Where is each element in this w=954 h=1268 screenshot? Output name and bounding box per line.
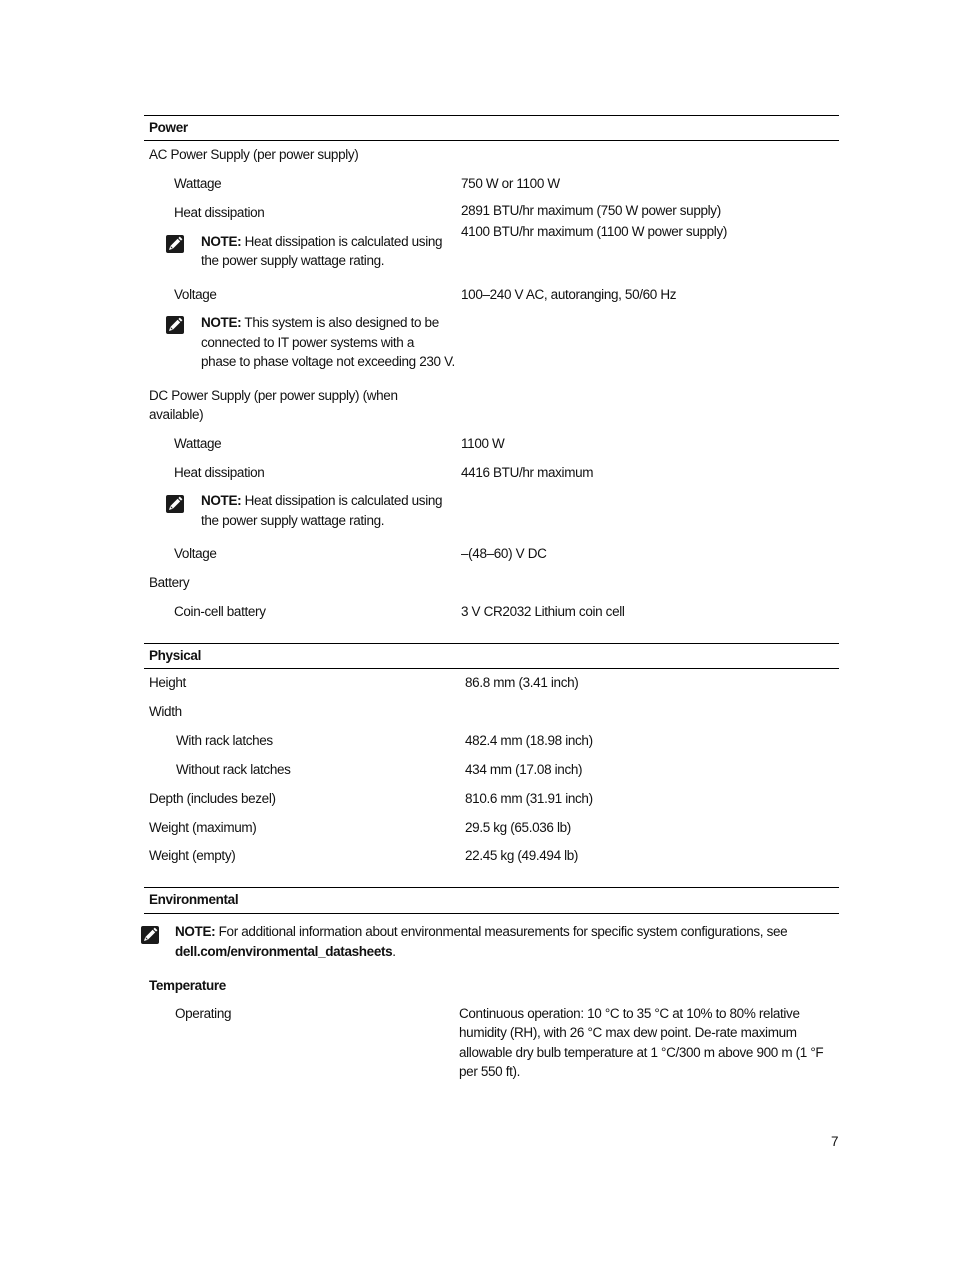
coin-cell-value: 3 V CR2032 Lithium coin cell [461, 604, 625, 619]
without-rack-latches-value: 434 mm (17.08 inch) [465, 762, 583, 777]
ac-heat-note-line-2: the power supply wattage rating. [201, 253, 385, 268]
dc-power-supply-label-2: available) [149, 407, 204, 422]
operating-value-line-4: per 550 ft). [459, 1064, 521, 1079]
ac-wattage-value: 750 W or 1100 W [461, 176, 560, 191]
depth-value: 810.6 mm (31.91 inch) [465, 791, 593, 806]
temperature-title: Temperature [149, 978, 226, 993]
dc-voltage-label: Voltage [174, 546, 217, 561]
dc-wattage-label: Wattage [174, 436, 222, 451]
note-text: For additional information about environmental measurements for specific system configurations, see [218, 924, 788, 939]
pencil-note-icon [165, 234, 185, 254]
note-text: Heat dissipation is calculated using [244, 234, 443, 249]
without-rack-latches-label: Without rack latches [176, 762, 291, 777]
ac-voltage-note-line-2: connected to IT power systems with a [201, 335, 415, 350]
dc-heat-note-line-1 [201, 491, 442, 511]
note-end: . [392, 944, 396, 959]
operating-value-line-1: Continuous operation: 10 °C to 35 °C at 10% to 80% relative [459, 1006, 800, 1021]
environmental-note-line-2 [175, 942, 396, 962]
environmental-top-rule [144, 887, 839, 888]
note-prefix: NOTE: [175, 924, 216, 939]
page-number: 7 [831, 1134, 839, 1149]
power-top-rule [144, 115, 839, 116]
width-label: Width [149, 704, 182, 719]
ac-voltage-note-line-3: phase to phase voltage not exceeding 230 V. [201, 354, 455, 369]
power-header-rule [144, 140, 839, 141]
ac-power-supply-label: AC Power Supply (per power supply) [149, 147, 359, 162]
pencil-note-icon [165, 494, 185, 514]
operating-value-line-2: humidity (RH), with 26 °C max dew point. De-rate maximum [459, 1025, 797, 1040]
environmental-datasheets-link[interactable]: dell.com/environmental_datasheets [175, 944, 393, 959]
battery-label: Battery [149, 575, 190, 590]
ac-heat-note-line-1 [201, 232, 442, 252]
weight-empty-label: Weight (empty) [149, 848, 236, 863]
dc-power-supply-label-1: DC Power Supply (per power supply) (when [149, 388, 398, 403]
operating-label: Operating [175, 1006, 232, 1021]
height-value: 86.8 mm (3.41 inch) [465, 675, 579, 690]
physical-header-rule [144, 668, 839, 669]
physical-section-title: Physical [149, 648, 201, 663]
ac-heat-label: Heat dissipation [174, 205, 265, 220]
with-rack-latches-value: 482.4 mm (18.98 inch) [465, 733, 593, 748]
ac-voltage-note-line-1 [201, 313, 439, 333]
with-rack-latches-label: With rack latches [176, 733, 273, 748]
weight-empty-value: 22.45 kg (49.494 lb) [465, 848, 579, 863]
note-text: This system is also designed to be [244, 315, 439, 330]
note-prefix: NOTE: [201, 234, 242, 249]
environmental-section-title: Environmental [149, 892, 239, 907]
physical-top-rule [144, 643, 839, 644]
environmental-header-rule [144, 913, 839, 914]
dc-voltage-value: –(48–60) V DC [461, 546, 547, 561]
note-text: Heat dissipation is calculated using [244, 493, 443, 508]
note-prefix: NOTE: [201, 315, 242, 330]
pencil-note-icon [165, 315, 185, 335]
dc-heat-note-line-2: the power supply wattage rating. [201, 513, 385, 528]
depth-label: Depth (includes bezel) [149, 791, 276, 806]
dc-heat-label: Heat dissipation [174, 465, 265, 480]
ac-heat-value-2: 4100 BTU/hr maximum (1100 W power supply) [461, 224, 727, 239]
note-prefix: NOTE: [201, 493, 242, 508]
dc-heat-value: 4416 BTU/hr maximum [461, 465, 594, 480]
height-label: Height [149, 675, 186, 690]
ac-voltage-value: 100–240 V AC, autoranging, 50/60 Hz [461, 287, 677, 302]
ac-wattage-label: Wattage [174, 176, 222, 191]
ac-heat-value-1: 2891 BTU/hr maximum (750 W power supply) [461, 203, 721, 218]
operating-value-line-3: allowable dry bulb temperature at 1 °C/300 m above 900 m (1 °F [459, 1045, 824, 1060]
environmental-note-line-1 [175, 922, 787, 942]
weight-max-label: Weight (maximum) [149, 820, 257, 835]
weight-max-value: 29.5 kg (65.036 lb) [465, 820, 571, 835]
ac-voltage-label: Voltage [174, 287, 217, 302]
dc-wattage-value: 1100 W [461, 436, 505, 451]
pencil-note-icon [140, 925, 160, 945]
power-section-title: Power [149, 120, 188, 135]
coin-cell-label: Coin-cell battery [174, 604, 266, 619]
